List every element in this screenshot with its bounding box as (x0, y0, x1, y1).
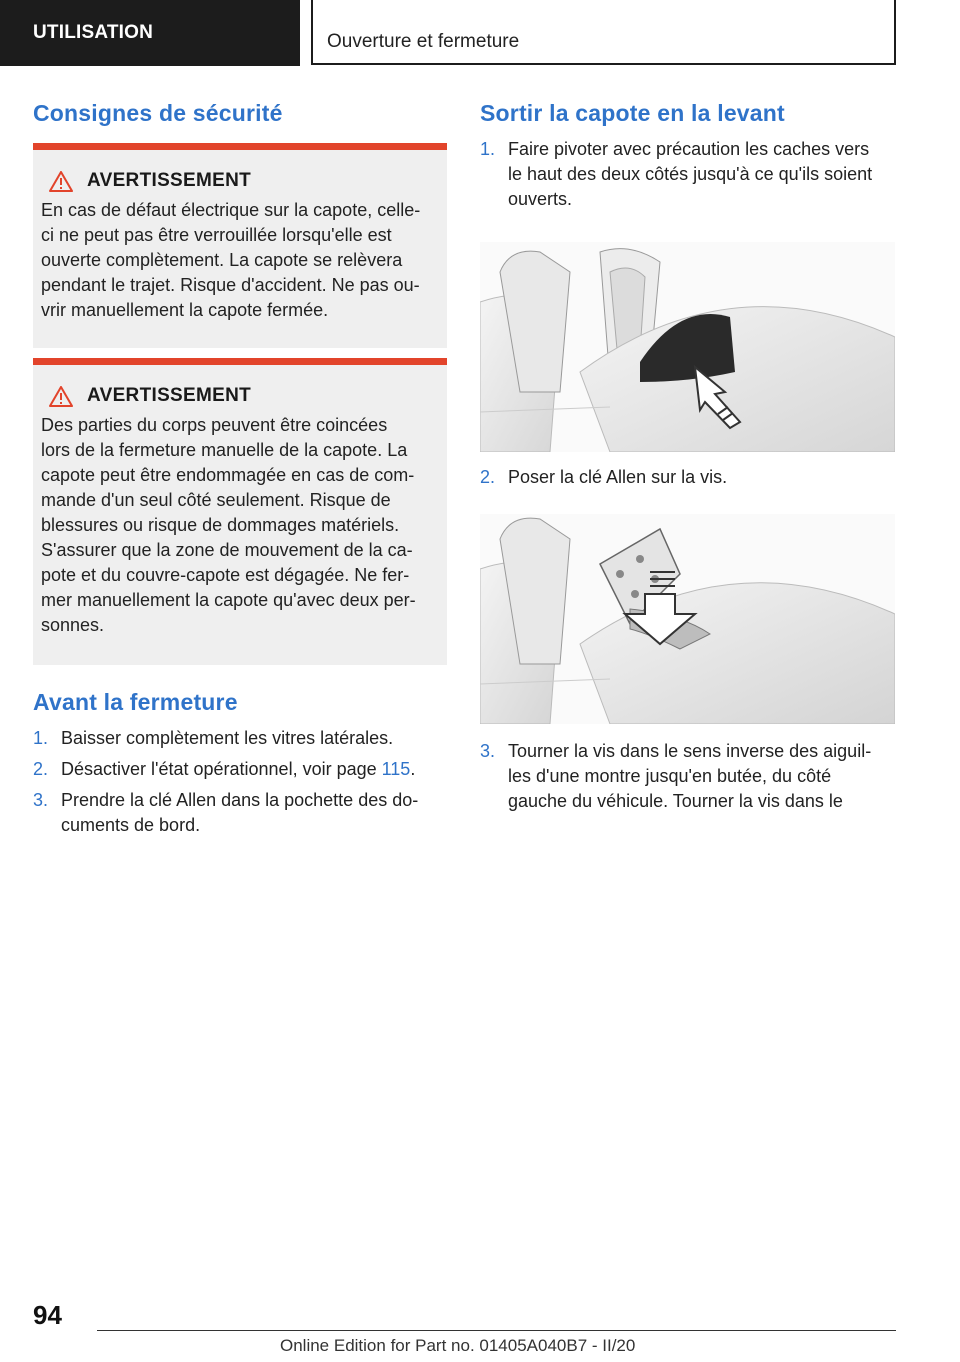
footer-divider (97, 1330, 896, 1331)
warning-line: vrir manuellement la capote fermée. (41, 300, 329, 320)
step-line: Faire pivoter avec précaution les caches vers (508, 139, 870, 159)
chapter-tab (311, 0, 896, 65)
list-item (33, 788, 447, 838)
step-number: 3. (33, 790, 49, 810)
illustration-open-cover (480, 242, 895, 452)
step-punctuation: . (410, 759, 416, 779)
step-number: 2. (33, 759, 49, 779)
step-text (61, 788, 418, 838)
right-column (480, 100, 895, 814)
warning-line: capote peut être endommagée en cas de com- (41, 465, 415, 485)
page-link[interactable]: 115 (381, 759, 411, 779)
list-item (480, 465, 895, 490)
step-line: le haut des deux côtés jusqu'à ce qu'ils soient (508, 164, 873, 184)
raise-top-steps-2 (480, 465, 895, 490)
step-line: Poser la clé Allen sur la vis. (508, 467, 728, 487)
warning-line: pendant le trajet. Risque d'accident. Ne pas ou- (41, 275, 420, 295)
before-closing-steps (33, 726, 447, 838)
warning-title: AVERTISSEMENT (87, 385, 252, 406)
warning-line: mande d'un seul côté seulement. Risque de (41, 490, 391, 510)
step-line: Tourner la vis dans le sens inverse des aiguil- (508, 741, 872, 761)
chapter-title: Ouverture et fermeture (327, 31, 520, 52)
safety-heading: Consignes de sécurité (33, 100, 283, 126)
warning-text (41, 413, 439, 638)
step-line: les d'une montre jusqu'en butée, du côté (508, 766, 832, 786)
list-item (33, 757, 447, 782)
warning-triangle-icon (49, 386, 73, 407)
list-item (480, 137, 895, 212)
step-line: Désactiver l'état opérationnel, voir page (61, 759, 382, 779)
warning-box-2 (33, 358, 447, 665)
warning-line: En cas de défaut électrique sur la capote, celle- (41, 200, 421, 220)
warning-line: Des parties du corps peuvent être coincées (41, 415, 388, 435)
warning-text (41, 198, 439, 323)
step-line: cuments de bord. (61, 815, 201, 835)
step-text (61, 757, 415, 782)
step-line: ouverts. (508, 189, 573, 209)
step-line: gauche du véhicule. Tourner la vis dans le (508, 791, 843, 811)
step-text (508, 465, 727, 490)
section-tab: UTILISATION (0, 0, 300, 66)
warning-line: mer manuellement la capote qu'avec deux per- (41, 590, 416, 610)
warning-line: lors de la fermeture manuelle de la capote. La (41, 440, 408, 460)
step-text (61, 726, 393, 751)
car-cover-illustration (480, 242, 895, 452)
step-number: 2. (480, 467, 496, 487)
before-closing-heading: Avant la fermeture (33, 689, 238, 715)
step-number: 1. (480, 139, 496, 159)
warning-box-1 (33, 143, 447, 348)
warning-line: ouverte complètement. La capote se relèvera (41, 250, 403, 270)
warning-line: ci ne peut pas être verrouillée lorsqu'elle est (41, 225, 392, 245)
warning-triangle-icon (49, 171, 73, 192)
page-number: 94 (33, 1300, 62, 1330)
warning-line: S'assurer que la zone de mouvement de la ca- (41, 540, 413, 560)
step-number: 1. (33, 728, 49, 748)
step-text (508, 137, 872, 212)
illustration-allen-key (480, 514, 895, 724)
list-item (33, 726, 447, 751)
step-line: Prendre la clé Allen dans la pochette des do- (61, 790, 419, 810)
warning-title: AVERTISSEMENT (87, 170, 252, 191)
warning-line: sonnes. (41, 615, 105, 635)
list-item (480, 739, 895, 814)
step-line: Baisser complètement les vitres latérales. (61, 728, 394, 748)
raise-top-heading: Sortir la capote en la levant (480, 100, 785, 126)
warning-line: pote et du couvre-capote est dégagée. Ne fer- (41, 565, 410, 585)
edition-note: Online Edition for Part no. 01405A040B7 - II/20 (280, 1336, 636, 1355)
raise-top-steps (480, 137, 895, 212)
left-column (33, 100, 447, 838)
warning-line: blessures ou risque de dommages matériels. (41, 515, 400, 535)
step-text (508, 739, 871, 814)
step-number: 3. (480, 741, 496, 761)
raise-top-steps-3 (480, 739, 895, 814)
allen-key-illustration (480, 514, 895, 724)
